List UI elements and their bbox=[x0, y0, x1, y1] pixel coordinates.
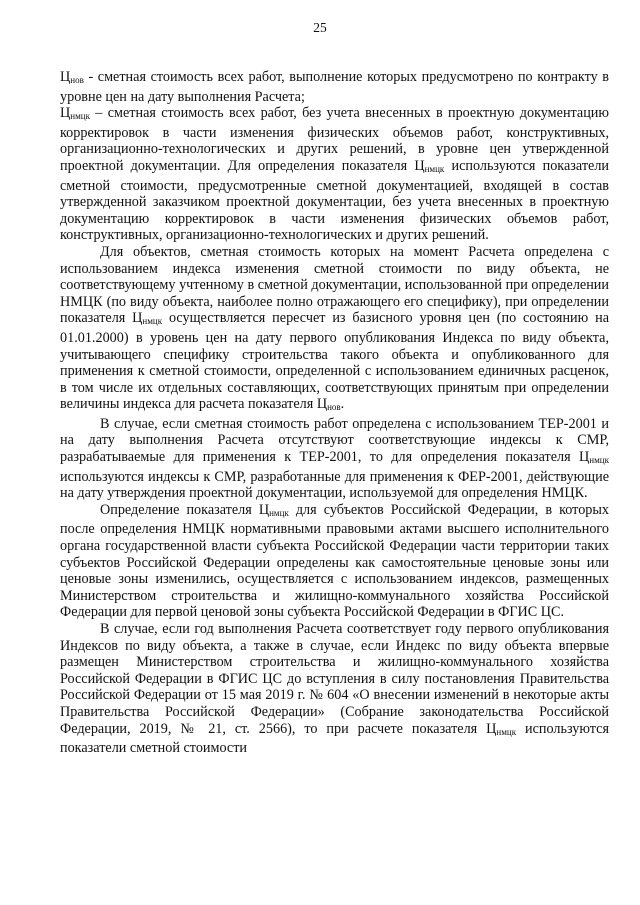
paragraph-text: используются показатели сметной стоимости bbox=[60, 720, 609, 757]
paragraph-text: осуществляется пересчет из базисного уровня цен (по состоянию на 01.01.2000) в уровень цен на дату первого опубликования Индекса по виду объекта, учитывающего специфику строительства такого объекта и опубликованного для применения к сметной стоимости, определенной с использованием единичных расценок, в том числе их отдельных составляющих, соответствующих принятым при определении величины индекса для расчета показателя bbox=[60, 310, 609, 413]
paragraph-text: Определение показателя bbox=[100, 501, 259, 518]
paragraph-ter-2001 bbox=[60, 416, 609, 502]
document-body bbox=[60, 69, 609, 757]
symbol-subscript: нмцк bbox=[142, 316, 163, 327]
symbol: Ц bbox=[486, 720, 497, 737]
symbol-subscript: нмцк bbox=[424, 163, 445, 174]
symbol: Ц bbox=[60, 105, 71, 122]
paragraph-text: . bbox=[340, 396, 345, 413]
paragraph-text: - сметная стоимость всех работ, выполнение которых предусмотрено по контракту в уровне цен на дату выполнения Расчета; bbox=[60, 69, 609, 105]
symbol-subscript: нмцк bbox=[70, 111, 90, 122]
paragraph-price-zones bbox=[60, 502, 609, 621]
paragraph-text: используются индексы к СМР, разработанные для применения к ФЕР-2001, действующие на дату утверждения проектной документации, используемой для определения НМЦК. bbox=[60, 468, 609, 502]
symbol-subscript: нмцк bbox=[269, 507, 289, 518]
symbol: Ц bbox=[60, 69, 71, 85]
paragraph-text: В случае, если год выполнения Расчета соответствует году первого опубликования Индексов по виду объекта, а также в случае, если Индекс по виду объекта впервые размещен Министерством строительства и жилищно-коммунального хозяйства Российской Федерации в ФГИС ЦС до вступления в силу постановления Правительства Российской Федерации от 15 мая 2019 г. № 604 «О внесении изменений в некоторые акты Правительства Российской Федерации» (Собрание законодательства Российской Федерации, 2019, № 21, ст. 2566), то при расчете показателя bbox=[60, 621, 609, 737]
paragraph-first-publication bbox=[60, 621, 609, 757]
page-number: 25 bbox=[313, 20, 327, 35]
paragraph-text: Для объектов, сметная стоимость которых на момент Расчета определена с использованием индекса изменения сметной стоимости по виду объекта, не соответствующему учтенному в сметной документации, использованной при определении НМЦК (по виду объекта, наиболее полно отражающего его специфику), при определении показателя bbox=[60, 243, 609, 327]
paragraph-text: В случае, если сметная стоимость работ определена с использованием ТЕР-2001 и на дату выполнения Расчета отсутствуют соответствующие индексы к СМР, разрабатываемые для применения к ТЕР-2001, то для определения показателя bbox=[60, 415, 609, 466]
symbol-subscript: нов bbox=[70, 75, 84, 85]
paragraph-recalculation bbox=[60, 244, 609, 416]
paragraph-definition-tsnmck bbox=[60, 105, 609, 244]
symbol-subscript: нов bbox=[327, 402, 341, 413]
paragraph-text: – сметная стоимость всех работ, без учета внесенных в проектную документацию корректировок в части изменения физических объемов работ, конструктивных, организационно-технологических и других решений, в уровне цен утвержденной проектной документации. Для определения показателя bbox=[60, 105, 609, 174]
paragraph-definition-tsnov bbox=[60, 69, 609, 105]
paragraph-text: для субъектов Российской Федерации, в которых после определения НМЦК нормативными правовыми актами высшего исполнительного органа государственной власти субъекта Российской Федерации части территории таких субъектов Российской Федерации определены как самостоятельные ценовые зоны или ценовые зоны изменились, осуществляется с использованием индексов, размещенных Министерством строительства и жилищно-коммунального хозяйства Российской Федерации для первой ценовой зоны субъекта Российской Федерации в ФГИС ЦС. bbox=[60, 501, 610, 621]
symbol: Ц bbox=[414, 157, 425, 174]
symbol: Ц bbox=[258, 501, 270, 518]
paragraph-text: используются показатели сметной стоимости, предусмотренные сметной документацией, входящей в состав утвержденной заказчиком проектной документации, без учета внесенных в проектную документацию корректировок в части изменения физических объемов работ, конструктивных, организационно-технологических и других решений. bbox=[60, 157, 609, 244]
symbol: Ц bbox=[579, 449, 590, 466]
symbol: Ц bbox=[132, 310, 143, 327]
symbol-subscript: нмцк bbox=[589, 455, 609, 466]
symbol: Ц bbox=[316, 396, 328, 413]
symbol-subscript: нмцк bbox=[496, 726, 517, 737]
